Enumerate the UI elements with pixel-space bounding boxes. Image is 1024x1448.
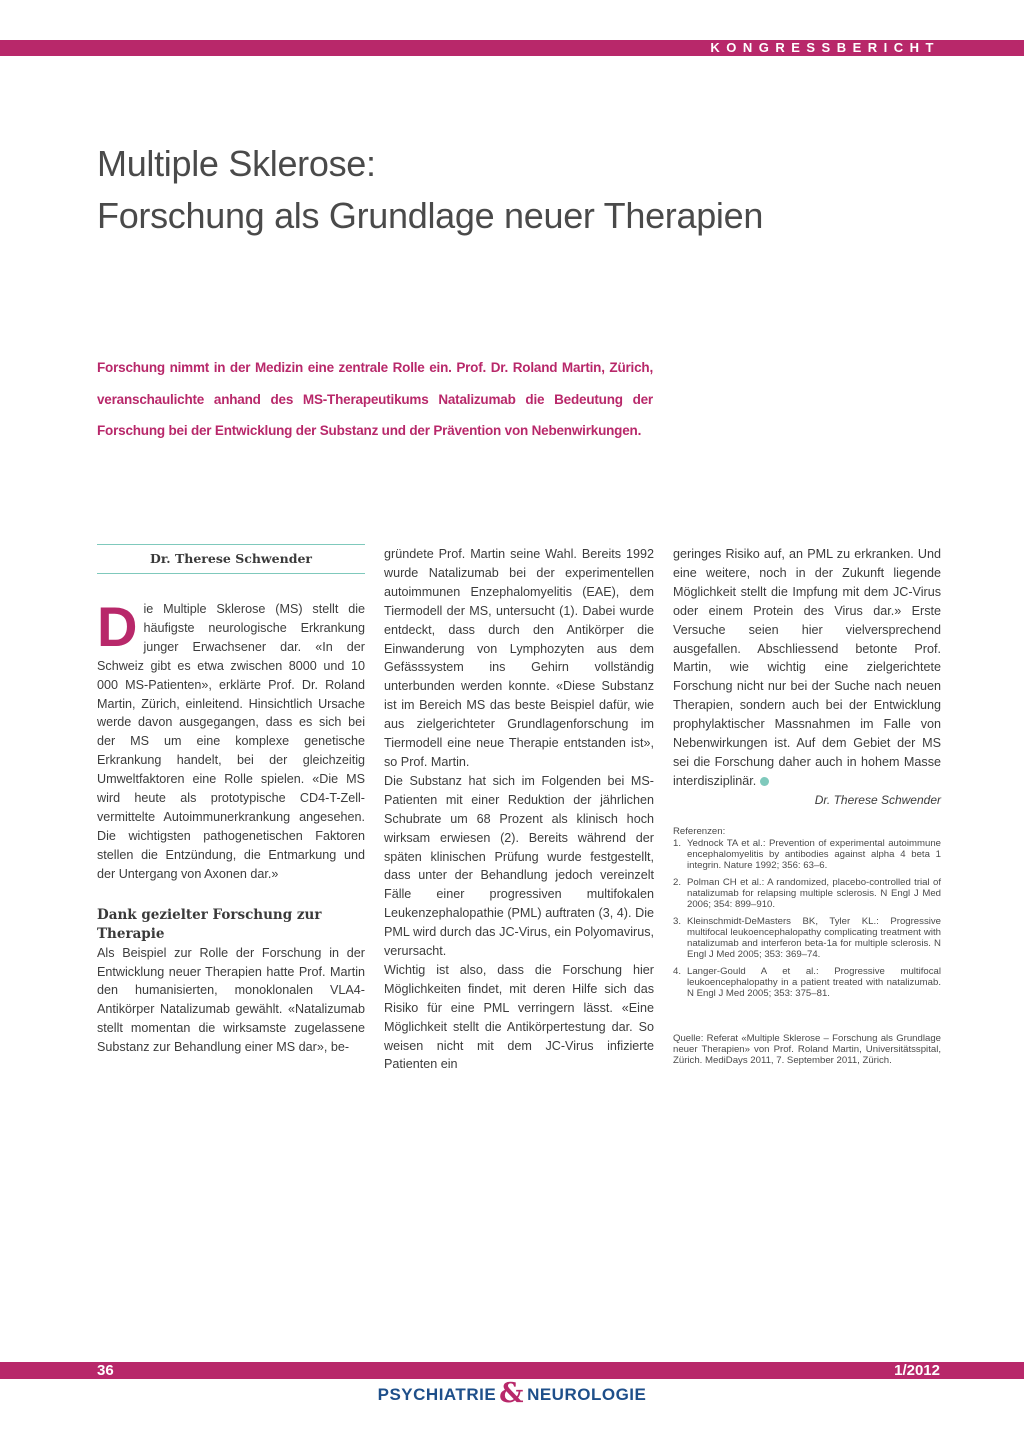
reference-number: 3. xyxy=(673,915,682,927)
lead-paragraph: Forschung nimmt in der Medizin eine zentrale Rolle ein. Prof. Dr. Roland Martin, Zürich, veranschaulichte anhand des MS-Therapeutikums Natalizumab die Bedeutung der Forschung bei der Entwicklung der Substanz und der Prävention von Nebenwirkungen. xyxy=(97,360,653,438)
closing-text: geringes Risiko auf, an PML zu erkranken. Und eine weitere, noch in der Zukunft liegende Möglichkeit stellt die Impfung mit dem JC-Virus oder einem Protein des Virus dar.» Erste Versuche seien hier vielversprechend ausgefallen. Abschliessend betonte Prof. Martin, wie wichtig eine zielgerichtete Forschung nicht nur bei der Suche nach neuen Therapien, sondern auch bei der Entwicklung prophylaktischer Massnahmen im Falle von Nebenwirkungen ist. Auf dem Gebiet der MS sei die Forschung daher auch in hohem Masse interdisziplinär. xyxy=(673,547,941,788)
header-bar xyxy=(0,40,1024,56)
reference-text: Kleinschmidt-DeMasters BK, Tyler KL.: Progressive multifocal leukoencephalopathy complicating treatment with natalizumab and interferon beta-1a for multiple sclerosis. N Engl J Med 2005; 353: 369–74. xyxy=(687,915,941,960)
reference-text: Polman CH et al.: A randomized, placebo-controlled trial of natalizumab for relapsing multiple sclerosis. N Engl J Med 2006; 354: 899–910. xyxy=(687,876,941,910)
footer-bar xyxy=(0,1362,1024,1379)
paragraph: gründete Prof. Martin seine Wahl. Bereits 1992 wurde Natalizumab bei der experimentellen autoimmunen Enzephalomyelitis (EAE), dem Tiermodell der MS, untersucht (1). Dabei wurde entdeckt, dass durch den Antikörper die Einwanderung von Lymphozyten aus dem Gefässsystem ins Gehirn vollständig unterbunden werden konnte. «Diese Substanz ist im Bereich MS das beste Beispiel dafür, wie aus zielgerichteter Grundlagenforschung im Tiermodell eine neue Therapie entstanden ist», so Prof. Martin. xyxy=(384,547,654,769)
reference-item xyxy=(673,877,941,910)
references xyxy=(673,826,941,999)
page-number: 36 xyxy=(97,1362,114,1379)
author-box: Dr. Therese Schwender xyxy=(97,544,365,574)
subheading: Dank gezielter Forschung zur Therapie xyxy=(97,906,322,942)
reference-number: 1. xyxy=(673,837,682,849)
journal-name-right: NEUROLOGIE xyxy=(527,1385,647,1404)
journal-logo xyxy=(0,1379,1024,1410)
section-label: KONGRESSBERICHT xyxy=(710,40,940,55)
end-mark-icon xyxy=(760,777,769,786)
intro-paragraph xyxy=(97,595,365,884)
column-2 xyxy=(384,545,654,1074)
issue-number: 1/2012 xyxy=(894,1362,940,1379)
references-list xyxy=(673,838,941,999)
signature: Dr. Therese Schwender xyxy=(814,792,941,807)
column-1 xyxy=(97,544,365,1057)
drop-cap: D xyxy=(97,595,138,658)
reference-number: 4. xyxy=(673,965,682,977)
intro-text: ie Multiple Sklerose (MS) stellt die häufigste neurologische Erkrankung junger Erwachsener dar. «In der Schweiz gibt es etwa zwischen 8000 und 10 000 MS-Patienten», erklärte Prof. Dr. Roland Martin, Zürich, einleitend. Hinsichtlich Ursache werde davon ausgegangen, dass es sich bei der MS um eine komplexe genetische Erkrankung handelt, bei der gleichzeitig Umweltfaktoren eine Rolle spielen. «Die MS wird heute als prototypische CD4-T-Zell-vermittelte Autoimmunerkrankung angesehen. Die wichtigsten pathogenetischen Faktoren stellen die Entzündung, die Entmarkung und der Untergang von Axonen dar.» xyxy=(97,602,365,881)
paragraph: Als Beispiel zur Rolle der Forschung in der Entwicklung neuer Therapien hatte Prof. Martin den humanisierten, monoklonalen VLA4-Antikörper Natalizumab gewählt. «Natalizumab stellt momentan die wirksamste zugelassene Substanz zur Behandlung einer MS dar», be- xyxy=(97,945,365,1055)
reference-item xyxy=(673,966,941,999)
reference-text: Langer-Gould A et al.: Progressive multifocal leukoencephalopathy in a patient treated with natalizumab. N Engl J Med 2005; 353: 375–81. xyxy=(687,965,941,999)
references-title: Referenzen: xyxy=(673,825,726,837)
source-note: Quelle: Referat «Multiple Sklerose – Forschung als Grundlage neuer Therapien» von Prof. Roland Martin, Universitätsspital, Zürich. MediDays 2011, 7. September 2011, Zürich. xyxy=(673,1032,941,1066)
closing-paragraph xyxy=(673,545,941,791)
title-line-2: Forschung als Grundlage neuer Therapien xyxy=(97,195,764,236)
reference-item xyxy=(673,838,941,871)
reference-number: 2. xyxy=(673,876,682,888)
reference-text: Yednock TA et al.: Prevention of experimental autoimmune encephalomyelitis by antibodies against alpha 4 beta 1 integrin. Nature 1992; 356: 63–6. xyxy=(687,837,941,871)
paragraph: Die Substanz hat sich im Folgenden bei MS-Patienten mit einer Reduktion der jährlichen Schubrate um 68 Prozent als klinisch hoch wirksam erwiesen (2). Bereits während der späten klinischen Prüfung wurde festgestellt, dass unter der Behandlung jedoch vereinzelt Fälle einer progressiven multifokalen Leukenzephalopathie (PML) auftraten (3, 4). Die PML wird durch das JC-Virus, ein Polyomavirus, verursacht. xyxy=(384,773,654,959)
column-3 xyxy=(673,545,941,1066)
ampersand-glyph: & xyxy=(499,1378,525,1409)
title-line-1: Multiple Sklerose: xyxy=(97,143,376,184)
article-title xyxy=(97,138,917,242)
paragraph: Wichtig ist also, dass die Forschung hier Möglichkeiten findet, mit deren Hilfe sich das Risiko für eine PML verringern lässt. «Eine Möglichkeit stellt die Antikörpertestung dar. So weisen nicht mit dem JC-Virus infizierte Patienten ein xyxy=(384,962,654,1072)
journal-name-left: PSYCHIATRIE xyxy=(377,1385,497,1404)
reference-item xyxy=(673,916,941,960)
